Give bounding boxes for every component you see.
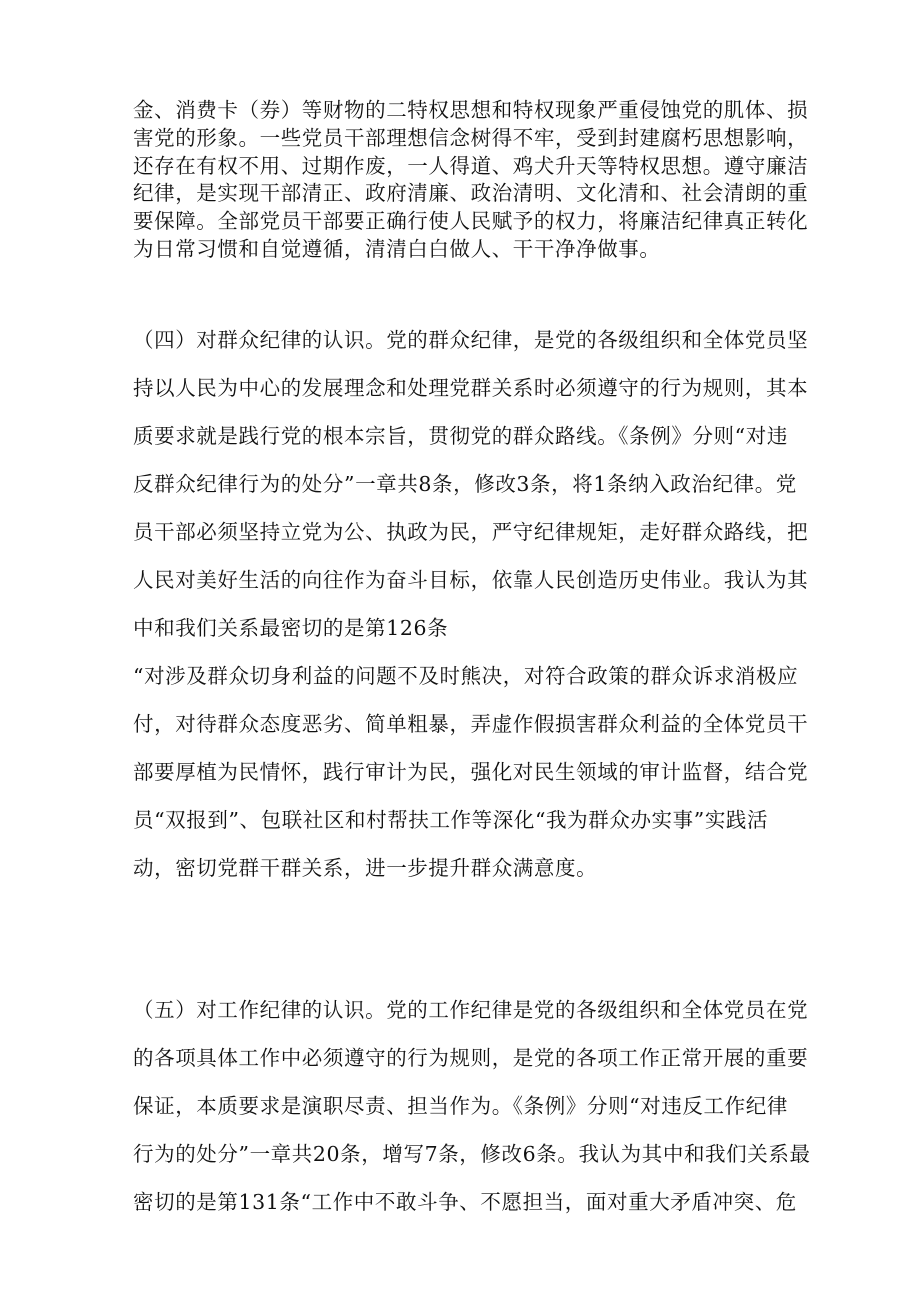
text-line: （五）对工作纪律的认识。党的工作纪律是党的各级组织和全体党员在党 <box>133 998 809 1022</box>
text-line: 为日常习惯和自觉遵循，清清白白做人、干干净净做事。 <box>133 237 661 261</box>
text-line: 部要厚植为民情怀，践行审计为民，强化对民生领域的审计监督，结合党 <box>133 760 809 784</box>
text-line: 纪律，是实现干部清正、政府清廉、政治清明、文化清和、社会清朗的重 <box>133 181 809 205</box>
text-line: 动，密切党群干群关系，进一步提升群众满意度。 <box>133 856 598 880</box>
text-line: （四）对群众纪律的认识。党的群众纪律，是党的各级组织和全体党员坚 <box>133 328 809 352</box>
text-line: 保证，本质要求是演职尽责、担当作为。《条例》分则“对违反工作纪律 <box>133 1094 788 1118</box>
text-line: 中和我们关系最密切的是第126条 <box>133 616 449 640</box>
text-line: 还存在有权不用、过期作废，一人得道、鸡犬升天等特权思想。遵守廉洁 <box>133 154 809 178</box>
text-line: 持以人民为中心的发展理念和处理党群关系时必须遵守的行为规则，其本 <box>133 376 809 400</box>
text-line: 害党的形象。一些党员干部理想信念树得不牢，受到封建腐朽思想影响， <box>133 126 809 150</box>
text-line: 员干部必须坚持立党为公、执政为民，严守纪律规矩，走好群众路线，把 <box>133 520 809 544</box>
text-line: 要保障。全部党员干部要正确行使人民赋予的权力，将廉洁纪律真正转化 <box>133 209 809 233</box>
text-line: 密切的是第131条“工作中不敢斗争、不愿担当，面对重大矛盾冲突、危 <box>133 1190 797 1214</box>
text-line: 反群众纪律行为的处分”一章共8条，修改3条，将1条纳入政治纪律。党 <box>133 472 797 496</box>
text-line: 的各项具体工作中必须遵守的行为规则，是党的各项工作正常开展的重要 <box>133 1046 809 1070</box>
text-line: 质要求就是践行党的根本宗旨，贯彻党的群众路线。《条例》分则“对违 <box>133 424 788 448</box>
text-line: 人民对美好生活的向往作为奋斗目标，依靠人民创造历史伟业。我认为其 <box>133 568 809 592</box>
text-line: 行为的处分”一章共20条，增写7条，修改6条。我认为其中和我们关系最 <box>133 1142 811 1166</box>
text-line: 员“双报到”、包联社区和村帮扶工作等深化“我为群众办实事”实践活 <box>133 808 769 832</box>
text-line: “对涉及群众切身利益的问题不及时熊决，对符合政策的群众诉求消极应 <box>133 664 799 688</box>
text-line: 付，对待群众态度恶劣、简单粗暴，弄虚作假损害群众利益的全体党员干 <box>133 712 809 736</box>
text-line: 金、消费卡（券）等财物的二特权思想和特权现象严重侵蚀党的肌体、损 <box>133 98 809 122</box>
